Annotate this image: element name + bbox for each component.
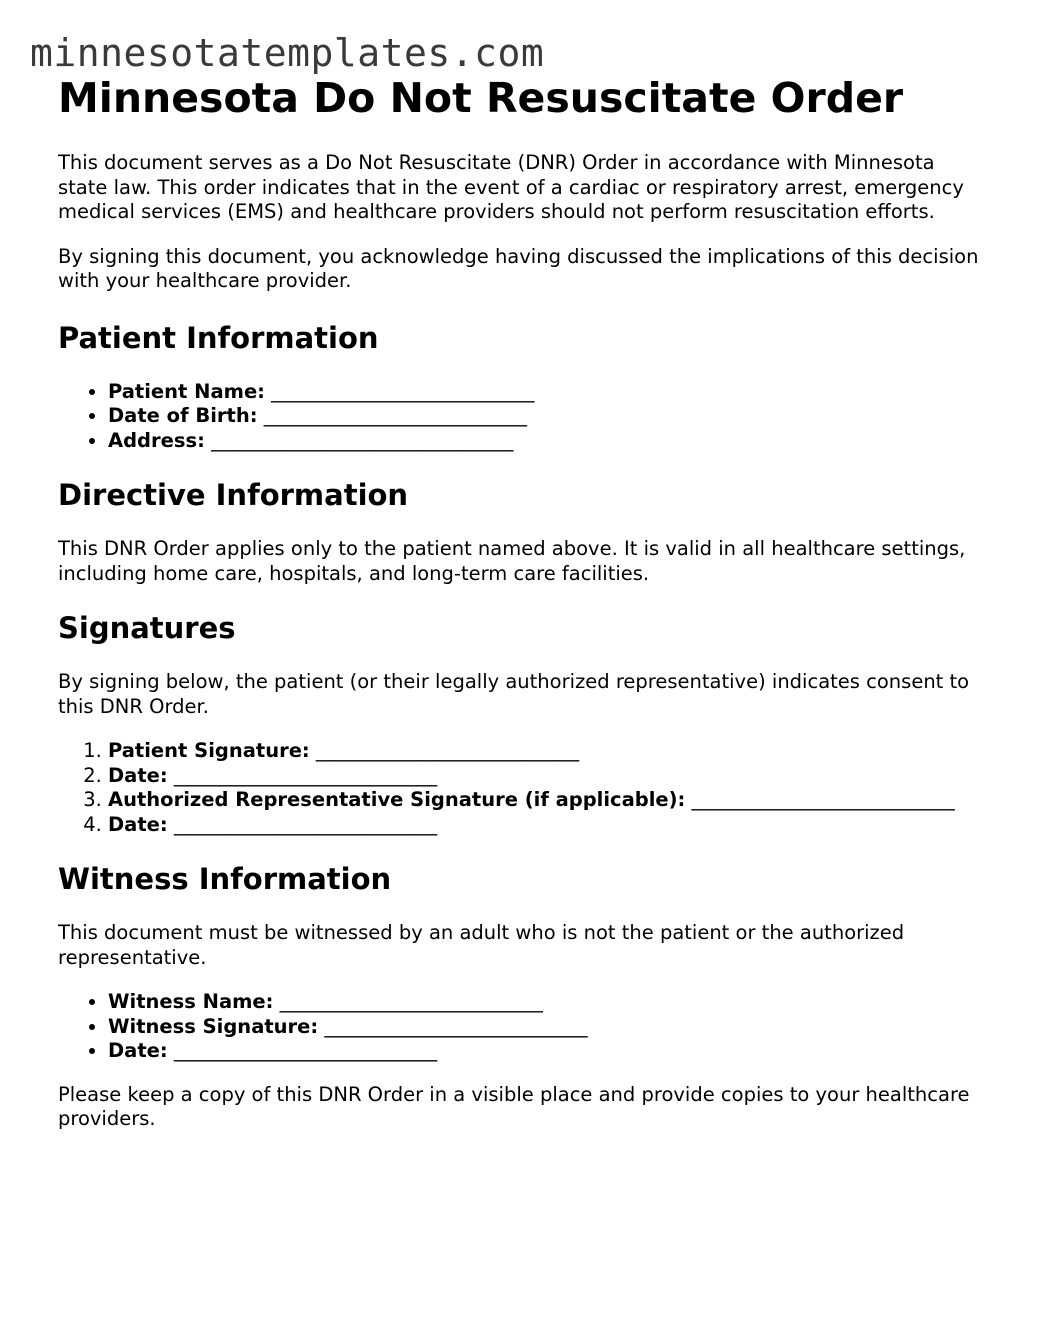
field-label: Patient Signature: [108, 739, 310, 762]
field-blank: ___________________________ [318, 1014, 588, 1038]
witness-paragraph: This document must be witnessed by an adult who is not the patient or the authorized representative. [58, 921, 905, 969]
patient-signature-date-field[interactable] [108, 764, 988, 789]
document-title: Minnesota Do Not Resuscitate Order [58, 74, 904, 122]
field-label: Witness Signature: [108, 1014, 319, 1038]
field-label: Date: [108, 1039, 168, 1062]
signatures-paragraph: By signing below, the patient (or their legally authorized representative) indicates consent to this DNR Order. [58, 670, 970, 718]
field-blank: _______________________________ [204, 428, 514, 452]
witness-name-field[interactable] [108, 990, 988, 1015]
field-blank: ___________________________ [685, 788, 955, 811]
field-blank: ___________________________ [257, 404, 527, 427]
site-watermark: minnesotatemplates.com [30, 31, 545, 75]
field-label: Date: [108, 763, 168, 787]
field-blank: ___________________________ [167, 1039, 438, 1062]
directive-paragraph: This DNR Order applies only to the patient named above. It is valid in all healthcare settings, including home care, hospitals, and long-term care facilities. [58, 537, 966, 585]
field-blank: ___________________________ [309, 739, 580, 762]
intro-paragraph: This document serves as a Do Not Resuscitate (DNR) Order in accordance with Minnesota state law. This order indicates that in the event of a cardiac or respiratory arrest, emergency medical services (EMS) and healthcare providers should not perform resuscitation efforts. [58, 151, 964, 223]
field-label: Witness Name: [108, 990, 274, 1013]
patient-signature-field[interactable] [108, 739, 988, 764]
field-label: Date: [108, 812, 168, 836]
document-body [58, 72, 988, 1152]
witness-signature-field[interactable] [108, 1015, 988, 1040]
field-blank: ___________________________ [264, 379, 535, 403]
representative-signature-field[interactable] [108, 788, 988, 813]
directive-information-heading: Directive Information [58, 478, 409, 512]
field-blank: ___________________________ [167, 812, 438, 836]
signature-fields-list [58, 739, 988, 837]
field-label: Authorized Representative Signature (if applicable): [108, 788, 686, 811]
signatures-heading: Signatures [58, 611, 236, 645]
field-label: Patient Name: [108, 379, 265, 403]
date-of-birth-field[interactable] [108, 404, 988, 429]
witness-fields-list [58, 990, 988, 1064]
field-blank: ___________________________ [167, 763, 438, 787]
patient-information-heading: Patient Information [58, 320, 379, 355]
address-field[interactable] [108, 429, 988, 454]
representative-signature-date-field[interactable] [108, 813, 988, 838]
field-blank: ___________________________ [273, 990, 543, 1013]
patient-fields-list [58, 380, 988, 454]
field-label: Date of Birth: [108, 404, 258, 427]
acknowledgement-paragraph: By signing this document, you acknowledge having discussed the implications of this decision with your healthcare provider. [58, 244, 979, 292]
closing-paragraph: Please keep a copy of this DNR Order in a visible place and provide copies to your healthcare providers. [58, 1082, 970, 1130]
field-label: Address: [108, 428, 205, 452]
witness-information-heading: Witness Information [58, 862, 392, 896]
patient-name-field[interactable] [108, 380, 988, 405]
witness-date-field[interactable] [108, 1039, 988, 1064]
